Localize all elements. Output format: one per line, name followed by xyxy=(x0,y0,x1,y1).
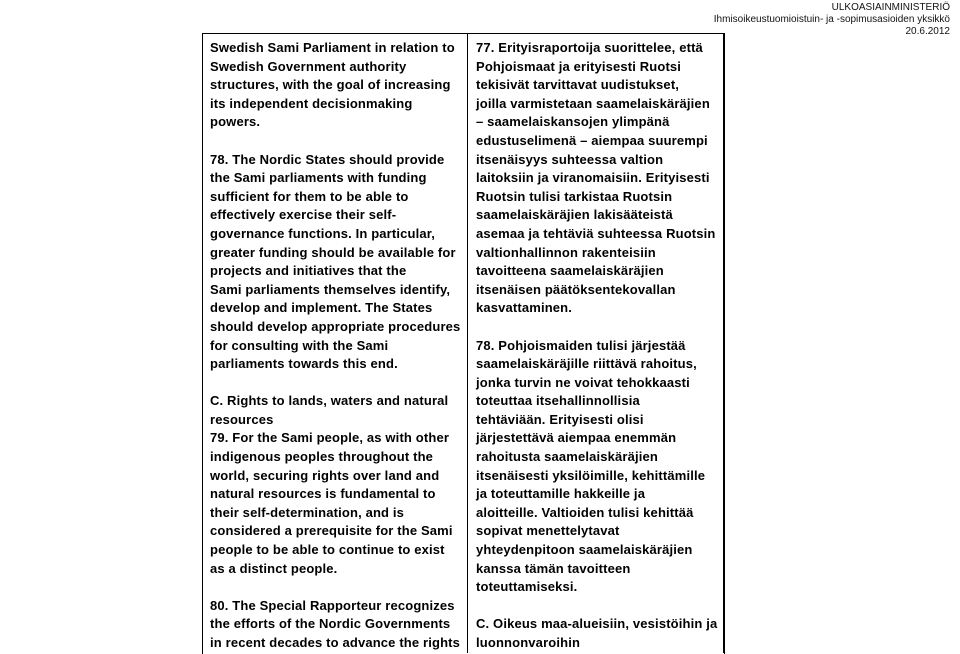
text-line: yhteydenpitoon saamelaiskäräjien xyxy=(476,542,693,558)
text-line: – saamelaiskansojen ylimpänä xyxy=(476,114,670,130)
english-column xyxy=(210,39,465,653)
unit-name: Ihmisoikeustuomioistuin- ja -sopimusasioiden yksikkö xyxy=(713,14,950,25)
text-line: sopivat menettelytavat xyxy=(476,523,620,539)
text-line: tavoitteena saamelaiskäräjien xyxy=(476,263,664,279)
text-line: projects and initiatives that the xyxy=(210,263,407,279)
paragraph-80 xyxy=(210,597,465,653)
text-line: greater funding should be available for xyxy=(210,244,456,260)
text-line: powers. xyxy=(210,114,261,130)
text-line: natural resources is fundamental to xyxy=(210,486,436,502)
text-line: saamelaiskäräjille riittävä rahoitus, xyxy=(476,356,697,372)
text-line: Sami parliaments themselves identify, xyxy=(210,281,451,297)
text-line: tekisivät tarvittavat uudistukset, xyxy=(476,77,680,93)
text-line: effectively exercise their self- xyxy=(210,207,397,223)
text-line: ja toteuttamille hakkeille ja xyxy=(476,486,646,502)
text-line: jonka turvin ne voivat tehokkaasti xyxy=(476,374,690,390)
text-line: world, securing rights over land and xyxy=(210,467,440,483)
text-line: parliaments towards this end. xyxy=(210,356,398,372)
text-line: aloitteille. Valtioiden tulisi kehittää xyxy=(476,504,694,520)
text-line: kanssa tämän tavoitteen xyxy=(476,560,631,576)
text-line: governance functions. In particular, xyxy=(210,225,436,241)
text-line: joilla varmistetaan saamelaiskäräjien xyxy=(476,95,710,111)
text-line: the efforts of the Nordic Governments xyxy=(210,616,451,632)
text-line: järjestettävä aiempaa enemmän xyxy=(476,430,677,446)
text-line: asemaa ja tehtäviä suhteessa Ruotsin xyxy=(476,225,716,241)
text-line: tehtäviään. Erityisesti olisi xyxy=(476,411,644,427)
text-line: sufficient for them to be able to xyxy=(210,188,409,204)
text-line: should develop appropriate procedures xyxy=(210,318,461,334)
text-line: C. Rights to lands, waters and natural xyxy=(210,393,449,409)
text-line: structures, with the goal of increasing xyxy=(210,77,451,93)
text-line: 80. The Special Rapporteur recognizes xyxy=(210,597,455,613)
page-header xyxy=(714,2,950,38)
paragraph-77-continued xyxy=(210,39,465,132)
text-line: as a distinct people. xyxy=(210,560,338,576)
paragraph-78 xyxy=(210,151,465,374)
text-line: its independent decisionmaking xyxy=(210,95,413,111)
text-line: resources xyxy=(210,411,274,427)
kappale-78 xyxy=(476,337,721,597)
text-line: 79. For the Sami people, as with other xyxy=(210,430,450,446)
section-c-heading-fi xyxy=(476,615,721,652)
text-line: in recent decades to advance the rights xyxy=(210,635,461,650)
text-line: 78. The Nordic States should provide xyxy=(210,151,445,167)
text-line: people to be able to continue to exist xyxy=(210,542,445,558)
text-line: edustuselimenä – aiempaa suurempi xyxy=(476,132,708,148)
finnish-column xyxy=(476,39,721,653)
column-divider xyxy=(467,33,468,653)
text-line: saamelaiskäräjien lakisääteistä xyxy=(476,207,673,223)
text-line: 78. Pohjoismaiden tulisi järjestää xyxy=(476,337,686,353)
text-line: rahoitusta saamelaiskäräjien xyxy=(476,449,658,465)
text-line: Ruotsin tulisi tarkistaa Ruotsin xyxy=(476,188,673,204)
section-c-and-paragraph-79 xyxy=(210,392,465,578)
kappale-77 xyxy=(476,39,721,318)
text-line: itsenäisyys suhteessa valtion xyxy=(476,151,664,167)
text-line: toteuttamiseksi. xyxy=(476,579,578,595)
text-line: their self-determination, and is xyxy=(210,504,405,520)
text-line: C. Oikeus maa-alueisiin, vesistöihin ja xyxy=(476,616,718,632)
text-line: the Sami parliaments with funding xyxy=(210,170,427,186)
text-line: luonnonvaroihin xyxy=(476,635,581,650)
table-right-border xyxy=(723,33,724,653)
text-line: Swedish Government authority xyxy=(210,58,407,74)
text-line: 77. Erityisraportoija suorittelee, että xyxy=(476,40,703,55)
text-line: indigenous peoples throughout the xyxy=(210,449,434,465)
text-line: develop and implement. The States xyxy=(210,300,433,316)
document-date: 20.6.2012 xyxy=(905,26,950,37)
text-line: toteuttaa itsehallinnollisia xyxy=(476,393,640,409)
text-line: Pohjoismaat ja erityisesti Ruotsi xyxy=(476,58,682,74)
text-line: kasvattaminen. xyxy=(476,300,573,316)
text-line: Swedish Sami Parliament in relation to xyxy=(210,40,455,55)
text-line: valtionhallinnon rakenteisiin xyxy=(476,244,656,260)
text-line: itsenäisen päätöksentekovallan xyxy=(476,281,676,297)
text-line: laitoksiin ja viranomaisiin. Erityisesti xyxy=(476,170,710,186)
text-line: itsenäisesti yksilöimille, kehittämille xyxy=(476,467,706,483)
text-line: for consulting with the Sami xyxy=(210,337,389,353)
text-line: considered a prerequisite for the Sami xyxy=(210,523,453,539)
ministry-name: ULKOASIAINMINISTERIÖ xyxy=(831,2,950,13)
